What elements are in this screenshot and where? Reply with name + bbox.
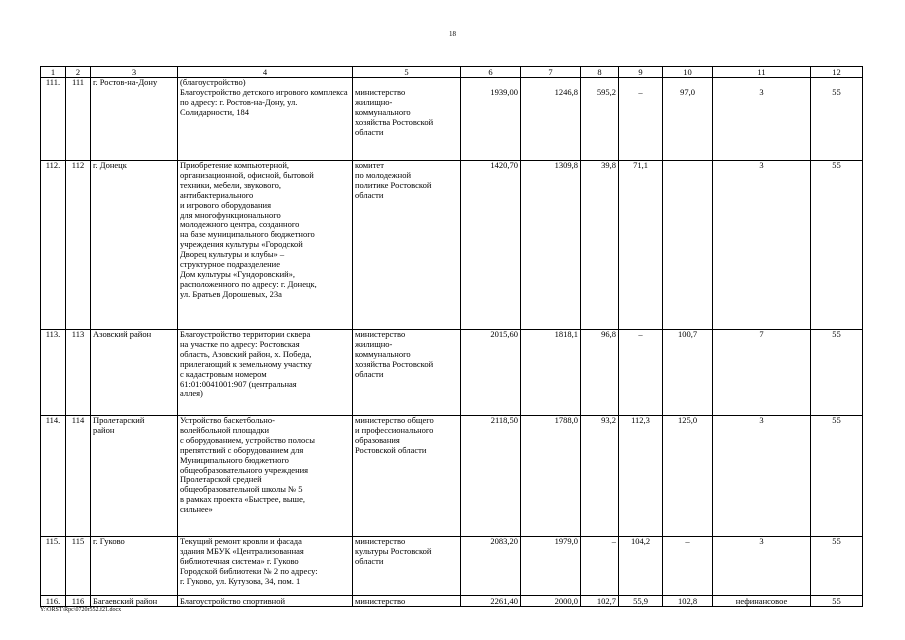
column-header: 8 xyxy=(581,67,619,78)
extra-value-cell: 102,8 xyxy=(663,596,713,607)
other-funds-cell: – xyxy=(619,330,663,416)
total-amount-cell: 1420,70 xyxy=(461,161,521,330)
extra-value-cell: 125,0 xyxy=(663,416,713,537)
project-description-cell: Текущий ремонт кровли и фасада здания МБУК «Централизованная библиотечная система» г. Гуково Городской библиотеки № 2 по адресу: г. Гуково, ул. Кутузова, 34, пом. 1 xyxy=(178,537,353,596)
total-amount-cell: 1939,00 xyxy=(461,78,521,161)
project-description-cell: Устройство баскетбольно- волейбольной площадки с оборудованием, устройство полосы препятствий с оборудованием для Муниципального бюджетного общеобразовательного учреждения Пролетарской средней общеобразовательной школы № 5 в рамках проекта «Быстрее, выше, сильнее» xyxy=(178,416,353,537)
column-header: 6 xyxy=(461,67,521,78)
target-value-cell: 55 xyxy=(811,78,863,161)
category-cell: 7 xyxy=(713,330,811,416)
extra-value-cell: – xyxy=(663,537,713,596)
responsible-agency-cell: комитет по молодежной политике Ростовской области xyxy=(353,161,461,330)
regional-funds-cell: 1979,0 xyxy=(521,537,581,596)
total-amount-cell: 2083,20 xyxy=(461,537,521,596)
table-row xyxy=(41,416,863,537)
row-index-cell: 111. xyxy=(41,78,66,161)
municipality-cell: г. Гуково xyxy=(91,537,178,596)
target-value-cell: 55 xyxy=(811,596,863,607)
municipality-cell: г. Ростов-на-Дону xyxy=(91,78,178,161)
municipality-cell: Азовский район xyxy=(91,330,178,416)
other-funds-cell: 112,3 xyxy=(619,416,663,537)
regional-funds-cell: 1818,1 xyxy=(521,330,581,416)
item-number-cell: 111 xyxy=(66,78,91,161)
target-value-cell: 55 xyxy=(811,416,863,537)
column-header: 2 xyxy=(66,67,91,78)
target-value-cell: 55 xyxy=(811,161,863,330)
item-number-cell: 113 xyxy=(66,330,91,416)
local-funds-cell: 595,2 xyxy=(581,78,619,161)
table-row xyxy=(41,537,863,596)
row-index-cell: 115. xyxy=(41,537,66,596)
municipality-cell: г. Донецк xyxy=(91,161,178,330)
file-path-footer: Y:\ORST\Rpc\0720r552.f21.docx xyxy=(40,607,122,613)
category-cell: 3 xyxy=(713,416,811,537)
column-header: 10 xyxy=(663,67,713,78)
column-header: 12 xyxy=(811,67,863,78)
table-row xyxy=(41,78,863,161)
row-index-cell: 113. xyxy=(41,330,66,416)
other-funds-cell: 71,1 xyxy=(619,161,663,330)
total-amount-cell: 2015,60 xyxy=(461,330,521,416)
regional-funds-cell: 1309,8 xyxy=(521,161,581,330)
local-funds-cell: 93,2 xyxy=(581,416,619,537)
regional-funds-cell: 2000,0 xyxy=(521,596,581,607)
column-header: 9 xyxy=(619,67,663,78)
responsible-agency-cell: министерство жилищно- коммунального хозяйства Ростовской области xyxy=(353,78,461,161)
municipality-cell: Багаевский район xyxy=(91,596,178,607)
other-funds-cell: – xyxy=(619,78,663,161)
target-value-cell: 55 xyxy=(811,537,863,596)
total-amount-cell: 2261,40 xyxy=(461,596,521,607)
local-funds-cell: 102,7 xyxy=(581,596,619,607)
responsible-agency-cell: министерство культуры Ростовской области xyxy=(353,537,461,596)
row-index-cell: 116. xyxy=(41,596,66,607)
table-row xyxy=(41,161,863,330)
local-funds-cell: 96,8 xyxy=(581,330,619,416)
other-funds-cell: 104,2 xyxy=(619,537,663,596)
column-header: 4 xyxy=(178,67,353,78)
column-number-row xyxy=(41,67,863,78)
column-header: 5 xyxy=(353,67,461,78)
item-number-cell: 116 xyxy=(66,596,91,607)
project-description-cell: Благоустройство территории сквера на участке по адресу: Ростовская область, Азовский район, х. Победа, прилегающий к земельному участку с кадастровым номером 61:01:0041001:907 (центральная аллея) xyxy=(178,330,353,416)
item-number-cell: 112 xyxy=(66,161,91,330)
responsible-agency-cell: министерство жилищно- коммунального хозяйства Ростовской области xyxy=(353,330,461,416)
responsible-agency-cell: министерство общего и профессионального образования Ростовской области xyxy=(353,416,461,537)
project-description-cell: Приобретение компьютерной, организационной, офисной, бытовой техники, мебели, звукового, антибактериального и игрового оборудования для многофункционального молодежного центра, созданного на базе муниципального бюджетного учреждения культуры «Городской Дворец культуры и клубы» – структурное подразделение Дом культуры «Гундоровский», расположенного по адресу: г. Донецк, ул. Братьев Дорошевых, 23а xyxy=(178,161,353,330)
projects-table xyxy=(40,66,863,607)
project-description-cell: (благоустройство) Благоустройство детского игрового комплекса по адресу: г. Ростов-на-Дону, ул. Солидарности, 184 xyxy=(178,78,353,161)
total-amount-cell: 2118,50 xyxy=(461,416,521,537)
other-funds-cell: 55,9 xyxy=(619,596,663,607)
category-cell: 3 xyxy=(713,78,811,161)
row-index-cell: 112. xyxy=(41,161,66,330)
category-cell: 3 xyxy=(713,161,811,330)
category-cell: нефинансовое xyxy=(713,596,811,607)
extra-value-cell: 100,7 xyxy=(663,330,713,416)
regional-funds-cell: 1788,0 xyxy=(521,416,581,537)
extra-value-cell xyxy=(663,161,713,330)
column-header: 3 xyxy=(91,67,178,78)
target-value-cell: 55 xyxy=(811,330,863,416)
item-number-cell: 114 xyxy=(66,416,91,537)
column-header: 11 xyxy=(713,67,811,78)
local-funds-cell: 39,8 xyxy=(581,161,619,330)
row-index-cell: 114. xyxy=(41,416,66,537)
page-number: 18 xyxy=(449,30,456,38)
municipality-cell: Пролетарский район xyxy=(91,416,178,537)
category-cell: 3 xyxy=(713,537,811,596)
column-header: 7 xyxy=(521,67,581,78)
local-funds-cell: – xyxy=(581,537,619,596)
regional-funds-cell: 1246,8 xyxy=(521,78,581,161)
item-number-cell: 115 xyxy=(66,537,91,596)
project-description-cell: Благоустройство спортивной xyxy=(178,596,353,607)
table-row xyxy=(41,596,863,607)
extra-value-cell: 97,0 xyxy=(663,78,713,161)
column-header: 1 xyxy=(41,67,66,78)
table-row xyxy=(41,330,863,416)
responsible-agency-cell: министерство xyxy=(353,596,461,607)
